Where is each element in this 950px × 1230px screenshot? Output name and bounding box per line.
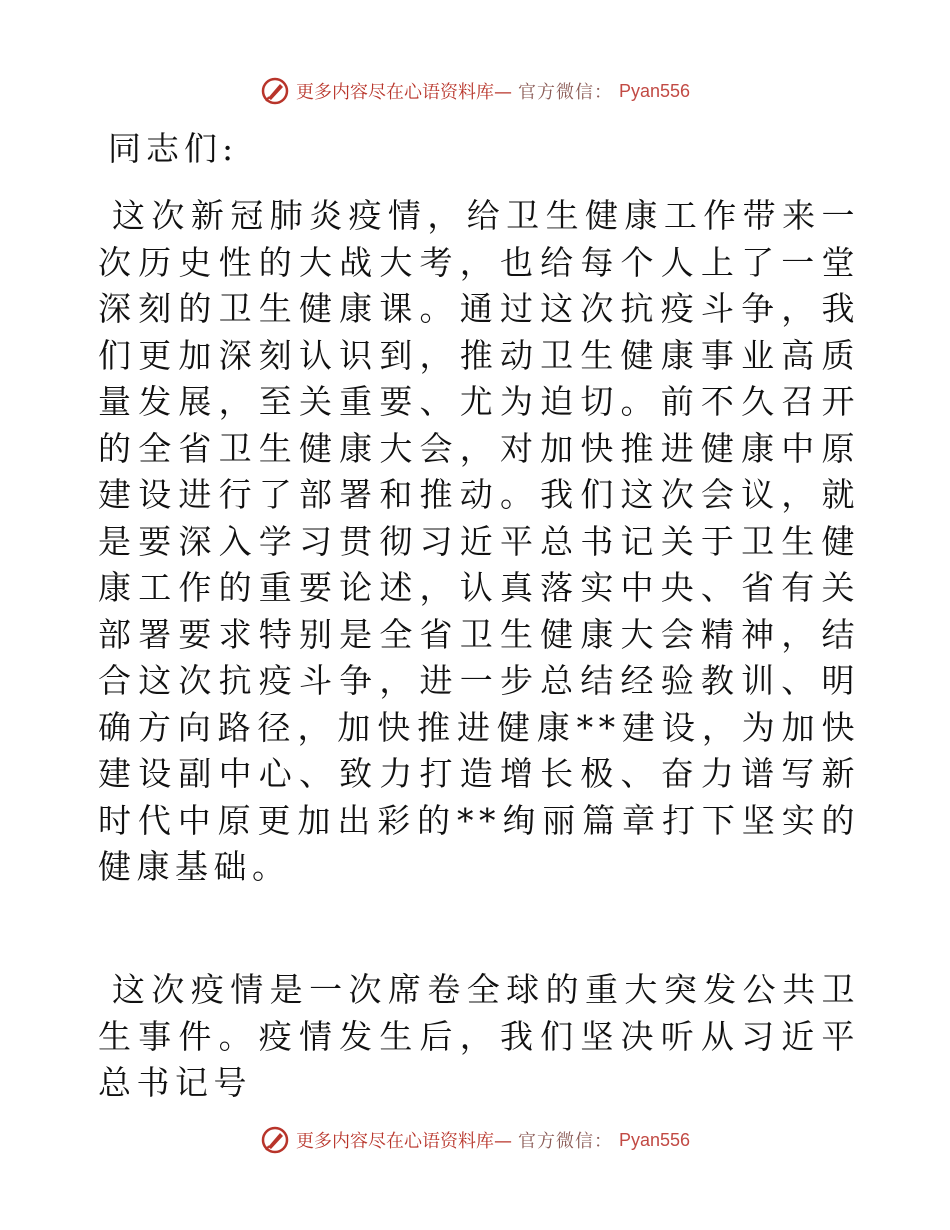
header-wechat-id: Pyan556 [618,80,691,101]
header-wechat-label: 官方微信： [517,82,613,103]
footer-wechat-label: 官方微信： [517,1131,613,1152]
body-paragraph-2: 这次疫情是一次席卷全球的重大突发公共卫生事件。疫情发生后，我们坚决听从习近平总书记号 [98,970,860,1102]
quill-logo-icon [260,1125,290,1155]
footer-wechat-id: Pyan556 [618,1129,691,1150]
footer-site-text: 更多内容尽在心语资料库— [295,1131,512,1152]
salutation: 同志们: [108,129,239,168]
quill-logo-icon [260,76,290,106]
header-site-text: 更多内容尽在心语资料库— [295,82,512,103]
body-paragraph-1: 这次新冠肺炎疫情，给卫生健康工作带来一次历史性的大战大考，也给每个人上了一堂深刻的卫生健康课。通过这次抗疫斗争，我们更加深刻认识到，推动卫生健康事业高质量发展，至关重要、尤为迫切。前不久召开的全省卫生健康大会，对加快推进健康中原建设进行了部署和推动。我们这次会议，就是要深入学习贯彻习近平总书记关于卫生健康工作的重要论述，认真落实中央、省有关部署要求特别是全省卫生健康大会精神，结合这次抗疫斗争，进一步总结经验教训、明确方向路径，加快推进健康**建设，为加快建设副中心、致力打造增长极、奋力谱写新时代中原更加出彩的**绚丽篇章打下坚实的健康基础。 [98,196,860,886]
header-watermark [0,76,950,106]
footer-watermark [0,1125,950,1155]
